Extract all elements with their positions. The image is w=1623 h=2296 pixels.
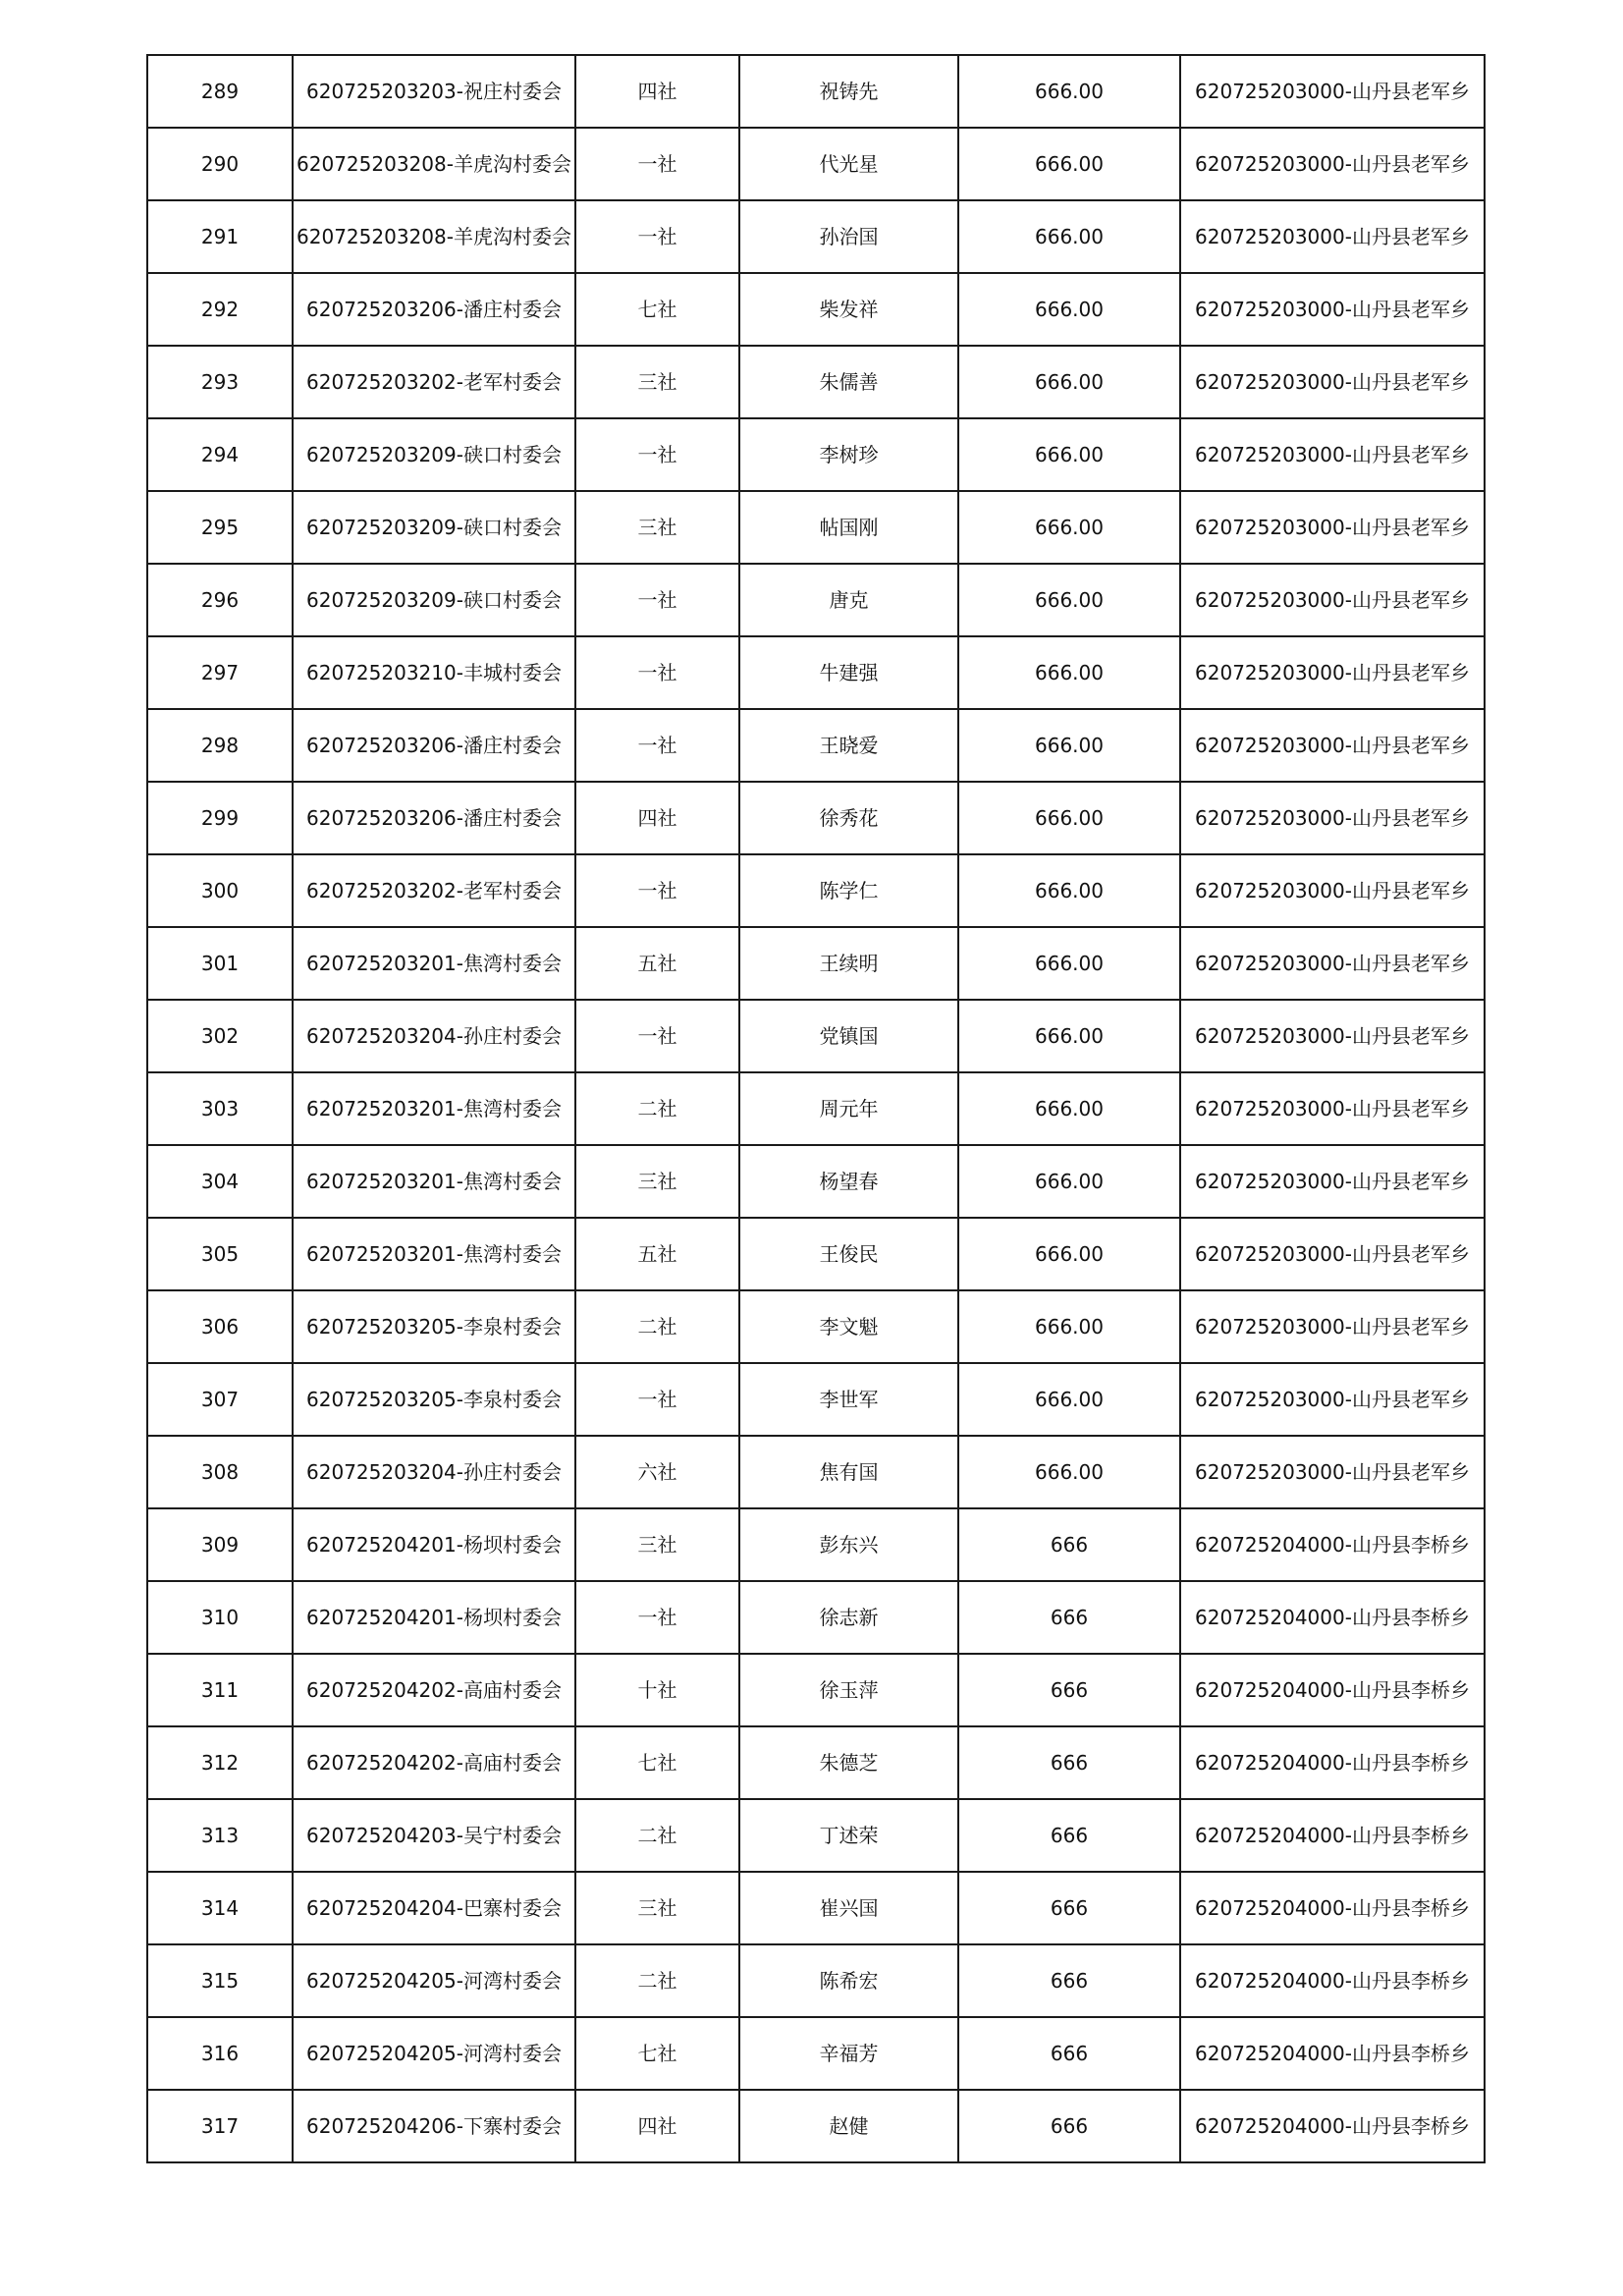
amount-cell: 666 [958,1799,1180,1872]
name-cell: 朱德芝 [739,1726,958,1799]
group-cell: 三社 [575,346,739,418]
township-cell: 620725203000-山丹县老军乡 [1180,564,1485,636]
name-cell: 丁述荣 [739,1799,958,1872]
village-committee-cell: 620725203202-老军村委会 [293,854,575,927]
amount-cell: 666 [958,1726,1180,1799]
village-committee-cell: 620725203201-焦湾村委会 [293,1072,575,1145]
name-cell: 辛福芳 [739,2017,958,2090]
row-index-cell: 304 [147,1145,293,1218]
township-cell: 620725203000-山丹县老军乡 [1180,346,1485,418]
amount-cell: 666 [958,2017,1180,2090]
name-cell: 党镇国 [739,1000,958,1072]
group-cell: 二社 [575,1290,739,1363]
row-index-cell: 317 [147,2090,293,2162]
table-row [147,1000,1485,1072]
group-cell: 六社 [575,1436,739,1508]
village-committee-cell: 620725204203-吴宁村委会 [293,1799,575,1872]
table-row [147,273,1485,346]
village-committee-cell: 620725204201-杨坝村委会 [293,1581,575,1654]
group-cell: 五社 [575,1218,739,1290]
township-cell: 620725203000-山丹县老军乡 [1180,1000,1485,1072]
amount-cell: 666.00 [958,927,1180,1000]
township-cell: 620725203000-山丹县老军乡 [1180,491,1485,564]
amount-cell: 666.00 [958,1363,1180,1436]
village-committee-cell: 620725204205-河湾村委会 [293,2017,575,2090]
amount-cell: 666.00 [958,55,1180,128]
name-cell: 祝铸先 [739,55,958,128]
amount-cell: 666.00 [958,418,1180,491]
township-cell: 620725203000-山丹县老军乡 [1180,854,1485,927]
village-committee-cell: 620725203206-潘庄村委会 [293,273,575,346]
township-cell: 620725203000-山丹县老军乡 [1180,1072,1485,1145]
amount-cell: 666 [958,2090,1180,2162]
table-row [147,1436,1485,1508]
amount-cell: 666 [958,1581,1180,1654]
name-cell: 唐克 [739,564,958,636]
row-index-cell: 296 [147,564,293,636]
table-row [147,1581,1485,1654]
group-cell: 三社 [575,1508,739,1581]
name-cell: 王晓爱 [739,709,958,782]
group-cell: 一社 [575,128,739,200]
group-cell: 二社 [575,1072,739,1145]
name-cell: 徐志新 [739,1581,958,1654]
amount-cell: 666.00 [958,782,1180,854]
group-cell: 二社 [575,1944,739,2017]
table-row [147,2090,1485,2162]
village-committee-cell: 620725203201-焦湾村委会 [293,1218,575,1290]
amount-cell: 666.00 [958,636,1180,709]
group-cell: 一社 [575,709,739,782]
township-cell: 620725204000-山丹县李桥乡 [1180,1726,1485,1799]
table-row [147,1799,1485,1872]
group-cell: 一社 [575,1000,739,1072]
amount-cell: 666 [958,1944,1180,2017]
amount-cell: 666.00 [958,1436,1180,1508]
amount-cell: 666.00 [958,491,1180,564]
amount-cell: 666 [958,1872,1180,1944]
amount-cell: 666.00 [958,1218,1180,1290]
township-cell: 620725204000-山丹县李桥乡 [1180,2017,1485,2090]
table-row [147,927,1485,1000]
row-index-cell: 297 [147,636,293,709]
name-cell: 徐秀花 [739,782,958,854]
township-cell: 620725203000-山丹县老军乡 [1180,1218,1485,1290]
group-cell: 七社 [575,2017,739,2090]
row-index-cell: 313 [147,1799,293,1872]
name-cell: 赵健 [739,2090,958,2162]
subsidy-roster-table [146,54,1486,2163]
village-committee-cell: 620725203208-羊虎沟村委会 [293,128,575,200]
row-index-cell: 290 [147,128,293,200]
table-row [147,1218,1485,1290]
row-index-cell: 294 [147,418,293,491]
row-index-cell: 300 [147,854,293,927]
township-cell: 620725203000-山丹县老军乡 [1180,128,1485,200]
table-row [147,200,1485,273]
name-cell: 李树珍 [739,418,958,491]
table-row [147,1290,1485,1363]
village-committee-cell: 620725203204-孙庄村委会 [293,1436,575,1508]
group-cell: 七社 [575,273,739,346]
table-row [147,418,1485,491]
table-row [147,1363,1485,1436]
table-row [147,2017,1485,2090]
village-committee-cell: 620725203209-硖口村委会 [293,418,575,491]
name-cell: 帖国刚 [739,491,958,564]
group-cell: 三社 [575,1145,739,1218]
village-committee-cell: 620725203209-硖口村委会 [293,491,575,564]
name-cell: 代光星 [739,128,958,200]
row-index-cell: 303 [147,1072,293,1145]
table-row [147,491,1485,564]
name-cell: 牛建强 [739,636,958,709]
row-index-cell: 298 [147,709,293,782]
name-cell: 彭东兴 [739,1508,958,1581]
township-cell: 620725204000-山丹县李桥乡 [1180,1944,1485,2017]
name-cell: 王续明 [739,927,958,1000]
township-cell: 620725203000-山丹县老军乡 [1180,1145,1485,1218]
group-cell: 一社 [575,1581,739,1654]
group-cell: 一社 [575,1363,739,1436]
township-cell: 620725203000-山丹县老军乡 [1180,200,1485,273]
group-cell: 二社 [575,1799,739,1872]
row-index-cell: 305 [147,1218,293,1290]
row-index-cell: 302 [147,1000,293,1072]
township-cell: 620725204000-山丹县李桥乡 [1180,1581,1485,1654]
group-cell: 三社 [575,491,739,564]
township-cell: 620725203000-山丹县老军乡 [1180,636,1485,709]
group-cell: 七社 [575,1726,739,1799]
row-index-cell: 301 [147,927,293,1000]
row-index-cell: 289 [147,55,293,128]
township-cell: 620725203000-山丹县老军乡 [1180,709,1485,782]
amount-cell: 666.00 [958,1072,1180,1145]
name-cell: 李世军 [739,1363,958,1436]
amount-cell: 666.00 [958,346,1180,418]
township-cell: 620725203000-山丹县老军乡 [1180,418,1485,491]
row-index-cell: 315 [147,1944,293,2017]
township-cell: 620725204000-山丹县李桥乡 [1180,1872,1485,1944]
group-cell: 四社 [575,55,739,128]
group-cell: 一社 [575,418,739,491]
village-committee-cell: 620725204201-杨坝村委会 [293,1508,575,1581]
table-row [147,636,1485,709]
village-committee-cell: 620725203205-李泉村委会 [293,1363,575,1436]
village-committee-cell: 620725203201-焦湾村委会 [293,927,575,1000]
village-committee-cell: 620725203206-潘庄村委会 [293,709,575,782]
row-index-cell: 292 [147,273,293,346]
amount-cell: 666.00 [958,200,1180,273]
group-cell: 一社 [575,854,739,927]
table-row [147,346,1485,418]
township-cell: 620725203000-山丹县老军乡 [1180,1363,1485,1436]
table-row [147,1508,1485,1581]
township-cell: 620725203000-山丹县老军乡 [1180,927,1485,1000]
village-committee-cell: 620725203201-焦湾村委会 [293,1145,575,1218]
row-index-cell: 308 [147,1436,293,1508]
name-cell: 朱儒善 [739,346,958,418]
name-cell: 陈希宏 [739,1944,958,2017]
township-cell: 620725204000-山丹县李桥乡 [1180,1799,1485,1872]
village-committee-cell: 620725203203-祝庄村委会 [293,55,575,128]
table-row [147,1726,1485,1799]
name-cell: 徐玉萍 [739,1654,958,1726]
group-cell: 一社 [575,636,739,709]
group-cell: 五社 [575,927,739,1000]
village-committee-cell: 620725203205-李泉村委会 [293,1290,575,1363]
name-cell: 周元年 [739,1072,958,1145]
row-index-cell: 306 [147,1290,293,1363]
table-row [147,128,1485,200]
group-cell: 四社 [575,2090,739,2162]
table-row [147,564,1485,636]
amount-cell: 666.00 [958,709,1180,782]
village-committee-cell: 620725203202-老军村委会 [293,346,575,418]
name-cell: 陈学仁 [739,854,958,927]
group-cell: 十社 [575,1654,739,1726]
amount-cell: 666.00 [958,1290,1180,1363]
amount-cell: 666.00 [958,128,1180,200]
group-cell: 一社 [575,564,739,636]
table-row [147,782,1485,854]
village-committee-cell: 620725204205-河湾村委会 [293,1944,575,2017]
table-row [147,1072,1485,1145]
village-committee-cell: 620725203206-潘庄村委会 [293,782,575,854]
row-index-cell: 299 [147,782,293,854]
amount-cell: 666.00 [958,1145,1180,1218]
table-row [147,709,1485,782]
amount-cell: 666.00 [958,854,1180,927]
name-cell: 崔兴国 [739,1872,958,1944]
row-index-cell: 310 [147,1581,293,1654]
name-cell: 柴发祥 [739,273,958,346]
row-index-cell: 295 [147,491,293,564]
row-index-cell: 293 [147,346,293,418]
amount-cell: 666.00 [958,564,1180,636]
amount-cell: 666 [958,1508,1180,1581]
amount-cell: 666.00 [958,273,1180,346]
name-cell: 王俊民 [739,1218,958,1290]
township-cell: 620725203000-山丹县老军乡 [1180,782,1485,854]
name-cell: 李文魁 [739,1290,958,1363]
township-cell: 620725203000-山丹县老军乡 [1180,273,1485,346]
table-row [147,1872,1485,1944]
row-index-cell: 311 [147,1654,293,1726]
name-cell: 焦有国 [739,1436,958,1508]
row-index-cell: 314 [147,1872,293,1944]
table-row [147,55,1485,128]
village-committee-cell: 620725204206-下寨村委会 [293,2090,575,2162]
row-index-cell: 307 [147,1363,293,1436]
amount-cell: 666.00 [958,1000,1180,1072]
name-cell: 孙治国 [739,200,958,273]
group-cell: 四社 [575,782,739,854]
table-row [147,854,1485,927]
village-committee-cell: 620725204204-巴寨村委会 [293,1872,575,1944]
row-index-cell: 309 [147,1508,293,1581]
row-index-cell: 291 [147,200,293,273]
village-committee-cell: 620725203204-孙庄村委会 [293,1000,575,1072]
table-row [147,1654,1485,1726]
township-cell: 620725204000-山丹县李桥乡 [1180,1654,1485,1726]
amount-cell: 666 [958,1654,1180,1726]
village-committee-cell: 620725204202-高庙村委会 [293,1726,575,1799]
table-row [147,1944,1485,2017]
village-committee-cell: 620725203210-丰城村委会 [293,636,575,709]
village-committee-cell: 620725203209-硖口村委会 [293,564,575,636]
table-body [147,55,1485,2162]
row-index-cell: 316 [147,2017,293,2090]
table-row [147,1145,1485,1218]
row-index-cell: 312 [147,1726,293,1799]
township-cell: 620725204000-山丹县李桥乡 [1180,1508,1485,1581]
name-cell: 杨望春 [739,1145,958,1218]
group-cell: 一社 [575,200,739,273]
village-committee-cell: 620725203208-羊虎沟村委会 [293,200,575,273]
township-cell: 620725204000-山丹县李桥乡 [1180,2090,1485,2162]
village-committee-cell: 620725204202-高庙村委会 [293,1654,575,1726]
township-cell: 620725203000-山丹县老军乡 [1180,55,1485,128]
group-cell: 三社 [575,1872,739,1944]
township-cell: 620725203000-山丹县老军乡 [1180,1290,1485,1363]
township-cell: 620725203000-山丹县老军乡 [1180,1436,1485,1508]
